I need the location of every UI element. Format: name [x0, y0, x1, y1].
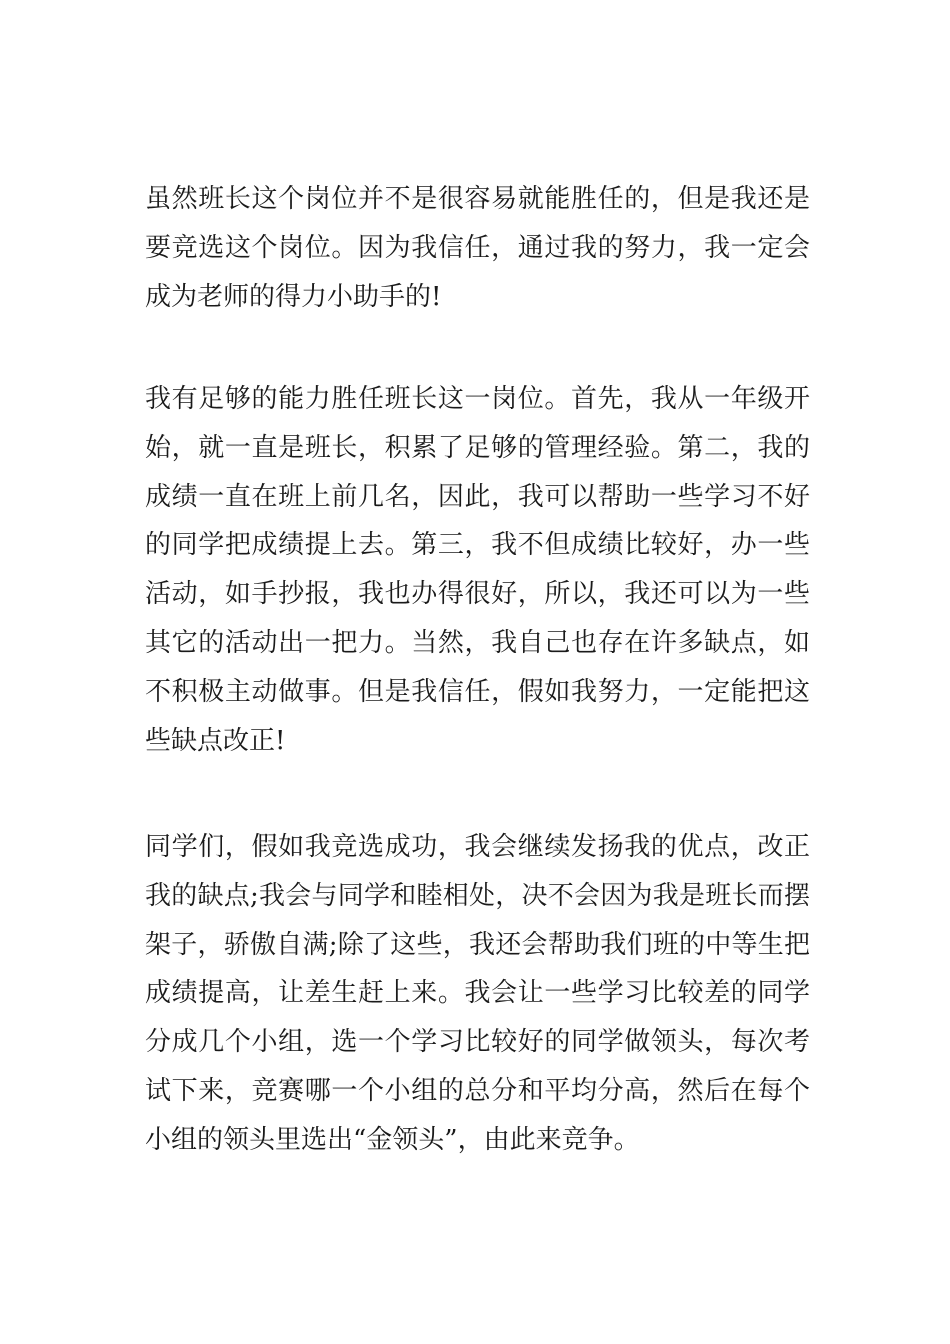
text-line: 成绩一直在班上前几名，因此，我可以帮助一些学习不好 [145, 481, 810, 512]
text-line: 架子，骄傲自满;除了这些，我还会帮助我们班的中等生把 [145, 929, 810, 960]
text-line: 成绩提高，让差生赶上来。我会让一些学习比较差的同学 [145, 978, 810, 1009]
text-line: 分成几个小组，选一个学习比较好的同学做领头，每次考 [145, 1027, 810, 1058]
text-line: 不积极主动做事。但是我信任，假如我努力，一定能把这 [145, 676, 810, 707]
text-line: 始，就一直是班长，积累了足够的管理经验。第二，我的 [145, 432, 810, 463]
text-line: 其它的活动出一把力。当然，我自己也存在许多缺点，如 [145, 627, 810, 658]
text-line: 要竞选这个岗位。因为我信任，通过我的努力，我一定会 [145, 232, 810, 263]
text-line: 小组的领头里选出“金领头”，由此来竞争。 [145, 1124, 640, 1155]
paragraph-3 [145, 823, 810, 1165]
text-line: 的同学把成绩提上去。第三，我不但成绩比较好，办一些 [145, 530, 810, 561]
text-line: 活动，如手抄报，我也办得很好，所以，我还可以为一些 [145, 579, 810, 610]
text-line: 我有足够的能力胜任班长这一岗位。首先，我从一年级开 [145, 384, 810, 414]
text-line: 试下来，竞赛哪一个小组的总分和平均分高，然后在每个 [145, 1075, 810, 1106]
paragraph-2 [145, 375, 810, 765]
text-line: 虽然班长这个岗位并不是很容易就能胜任的，但是我还是 [145, 184, 810, 214]
text-line: 同学们，假如我竞选成功，我会继续发扬我的优点，改正 [145, 832, 810, 862]
text-line: 些缺点改正! [145, 725, 286, 756]
text-line: 成为老师的得力小助手的! [145, 281, 442, 312]
paragraph-1 [145, 175, 810, 321]
text-line: 我的缺点;我会与同学和睦相处，决不会因为我是班长而摆 [145, 880, 810, 911]
